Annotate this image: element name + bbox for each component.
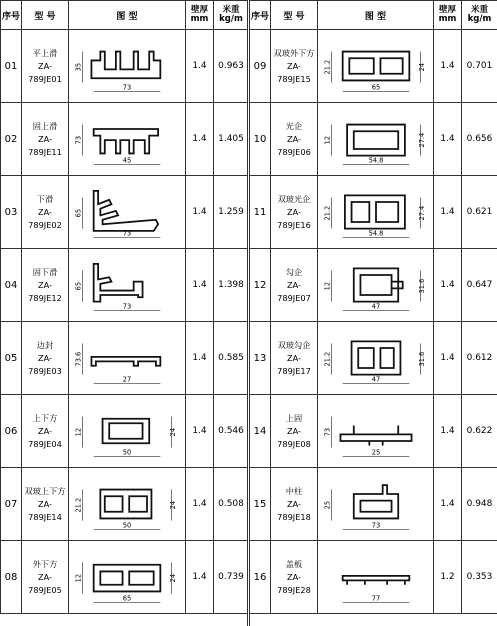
model-code: ZA-789JE06 <box>277 133 311 157</box>
row-drawing <box>318 541 434 614</box>
table-header <box>1 1 249 30</box>
row-drawing <box>69 30 186 103</box>
dim-label-vertical: 12 <box>74 573 83 583</box>
row-weight: 0.585 <box>214 322 249 395</box>
dim-label-horizontal: 54.8 <box>368 229 383 238</box>
table-row <box>250 395 497 468</box>
header-wall-label: 壁厚 <box>438 5 456 15</box>
header-drawing: 图 型 <box>318 1 434 30</box>
table-row <box>1 249 249 322</box>
row-wall-thickness: 1.4 <box>186 103 214 176</box>
header-index: 序号 <box>250 1 271 30</box>
right-table <box>249 0 497 614</box>
profile-outline <box>353 268 402 301</box>
row-index: 13 <box>250 322 271 395</box>
row-drawing <box>318 468 434 541</box>
row-01-profile-drawing <box>71 36 183 96</box>
row-model <box>22 103 69 176</box>
model-code: ZA-789JE17 <box>277 352 311 376</box>
left-table <box>0 0 249 614</box>
row-weight: 0.612 <box>462 322 497 395</box>
row-drawing <box>69 103 186 176</box>
dim-label-horizontal: 77 <box>371 594 380 603</box>
dim-label-vertical-right: 24 <box>168 427 177 437</box>
table-row <box>250 322 497 395</box>
model-name: 外下方 <box>32 558 58 569</box>
row-index: 04 <box>1 249 22 322</box>
model-code: ZA-789JE18 <box>277 498 311 522</box>
dim-label-vertical: 65 <box>74 281 83 291</box>
model-name: 勾企 <box>285 266 303 277</box>
row-weight: 0.701 <box>462 30 497 103</box>
row-model <box>22 468 69 541</box>
model-code: ZA-789JE01 <box>28 60 62 84</box>
table-row <box>250 176 497 249</box>
dim-label-horizontal: 47 <box>371 302 380 311</box>
row-index: 02 <box>1 103 22 176</box>
dim-label-vertical: 21.2 <box>322 59 331 75</box>
row-model <box>22 395 69 468</box>
header-model: 型 号 <box>22 1 69 30</box>
table-row <box>1 30 249 103</box>
row-model <box>22 176 69 249</box>
row-weight: 0.656 <box>462 103 497 176</box>
row-index: 10 <box>250 103 271 176</box>
row-weight: 0.963 <box>214 30 249 103</box>
row-drawing <box>318 395 434 468</box>
dim-label-horizontal: 50 <box>122 448 132 457</box>
table-row <box>1 468 249 541</box>
profile-outline <box>94 191 158 231</box>
dim-label-vertical-right: 24 <box>417 62 426 72</box>
header-drawing: 图 型 <box>69 1 186 30</box>
table-header <box>250 1 497 30</box>
header-wall-unit: mm <box>438 14 457 24</box>
row-wall-thickness: 1.4 <box>186 30 214 103</box>
row-wall-thickness: 1.4 <box>186 468 214 541</box>
row-05-profile-drawing <box>71 328 183 388</box>
row-weight: 1.398 <box>214 249 249 322</box>
row-11-profile-drawing <box>320 182 432 242</box>
model-code: ZA-789JE02 <box>28 206 62 230</box>
row-08-profile-drawing <box>71 547 183 607</box>
row-index: 06 <box>1 395 22 468</box>
profile-outline <box>342 52 409 81</box>
row-13-profile-drawing <box>320 328 432 388</box>
row-wall-thickness: 1.2 <box>434 541 462 614</box>
profile-outline <box>103 419 150 443</box>
model-code: ZA-789JE16 <box>277 206 311 230</box>
row-wall-thickness: 1.4 <box>434 30 462 103</box>
model-name: 平上滑 <box>32 47 58 58</box>
dim-label-horizontal: 45 <box>122 156 132 165</box>
dim-label-vertical: 35 <box>74 62 83 72</box>
dim-label-vertical: 73 <box>322 427 331 437</box>
dim-label-horizontal: 73 <box>122 302 132 311</box>
dim-label-vertical: 25 <box>322 500 331 510</box>
model-name: 光企 <box>285 120 303 131</box>
row-model <box>271 249 318 322</box>
model-name: 固上滑 <box>32 120 58 131</box>
row-wall-thickness: 1.4 <box>186 541 214 614</box>
row-02-profile-drawing <box>71 109 183 169</box>
table-row <box>250 103 497 176</box>
row-drawing <box>69 249 186 322</box>
row-weight: 1.259 <box>214 176 249 249</box>
row-index: 09 <box>250 30 271 103</box>
header-weight <box>462 1 497 30</box>
row-wall-thickness: 1.4 <box>434 322 462 395</box>
row-wall-thickness: 1.4 <box>186 176 214 249</box>
row-14-profile-drawing <box>320 401 432 461</box>
model-name: 下滑 <box>36 193 54 204</box>
row-07-profile-drawing <box>71 474 183 534</box>
header-wall <box>186 1 214 30</box>
header-weight-unit: kg/m <box>219 14 243 24</box>
table-row <box>1 176 249 249</box>
dim-label-horizontal: 25 <box>371 448 380 457</box>
model-name: 双玻勾企 <box>277 339 311 350</box>
row-index: 08 <box>1 541 22 614</box>
row-09-profile-drawing <box>320 36 432 96</box>
model-code: ZA-789JE03 <box>28 352 62 376</box>
dim-label-vertical-right: 24 <box>168 500 177 510</box>
model-code: ZA-789JE14 <box>28 498 62 522</box>
row-weight: 0.948 <box>462 468 497 541</box>
row-model <box>271 176 318 249</box>
dim-label-vertical-right: 27.4 <box>417 132 426 148</box>
row-wall-thickness: 1.4 <box>434 395 462 468</box>
row-drawing <box>69 322 186 395</box>
dim-label-horizontal: 73 <box>122 83 132 92</box>
model-name: 双玻上下方 <box>24 485 66 496</box>
dim-label-vertical: 12 <box>74 427 83 437</box>
row-03-profile-drawing <box>71 182 183 242</box>
dim-label-horizontal: 27 <box>122 375 132 384</box>
table-row <box>1 103 249 176</box>
model-name: 固下滑 <box>32 266 58 277</box>
row-model <box>22 541 69 614</box>
row-model <box>22 322 69 395</box>
row-model <box>271 322 318 395</box>
header-wall-label: 壁厚 <box>190 5 208 15</box>
header-weight-unit: kg/m <box>467 14 492 24</box>
profile-outline <box>351 341 400 374</box>
row-10-profile-drawing <box>320 109 432 169</box>
model-code: ZA-789JE05 <box>28 571 62 595</box>
row-wall-thickness: 1.4 <box>186 395 214 468</box>
model-code: ZA-789JE15 <box>277 60 311 84</box>
row-wall-thickness: 1.4 <box>434 176 462 249</box>
row-weight: 0.508 <box>214 468 249 541</box>
left-table-body <box>1 30 249 614</box>
header-weight-label: 米重 <box>470 5 488 15</box>
row-index: 16 <box>250 541 271 614</box>
row-model <box>271 30 318 103</box>
table-row <box>250 468 497 541</box>
model-code: ZA-789JE12 <box>28 279 62 303</box>
model-name: 边封 <box>36 339 54 350</box>
header-weight <box>214 1 249 30</box>
dim-label-horizontal: 47 <box>371 375 380 384</box>
row-15-profile-drawing <box>320 474 432 534</box>
row-model <box>271 541 318 614</box>
dim-label-vertical: 65 <box>74 208 83 218</box>
row-weight: 0.353 <box>462 541 497 614</box>
row-04-profile-drawing <box>71 255 183 315</box>
table-row <box>1 541 249 614</box>
row-index: 11 <box>250 176 271 249</box>
row-weight: 1.405 <box>214 103 249 176</box>
row-wall-thickness: 1.4 <box>186 322 214 395</box>
row-wall-thickness: 1.4 <box>434 249 462 322</box>
row-drawing <box>318 103 434 176</box>
row-drawing <box>69 176 186 249</box>
row-drawing <box>318 176 434 249</box>
row-weight: 0.647 <box>462 249 497 322</box>
model-name: 双玻光企 <box>277 193 311 204</box>
row-index: 01 <box>1 30 22 103</box>
dim-label-vertical: 21.2 <box>322 351 331 367</box>
table-row <box>1 395 249 468</box>
dim-label-horizontal: 65 <box>122 594 132 603</box>
row-weight: 0.622 <box>462 395 497 468</box>
table-row <box>250 249 497 322</box>
profile-outline <box>344 195 404 228</box>
row-model <box>271 103 318 176</box>
row-drawing <box>318 322 434 395</box>
model-name: 盖板 <box>285 558 303 569</box>
model-code: ZA-789JE28 <box>277 571 311 595</box>
row-drawing <box>318 249 434 322</box>
row-wall-thickness: 1.4 <box>434 468 462 541</box>
row-drawing <box>69 395 186 468</box>
profile-outline <box>100 490 151 519</box>
dim-label-vertical-right: 27.4 <box>417 205 426 221</box>
row-model <box>271 395 318 468</box>
profile-outline <box>91 52 160 79</box>
model-name: 上下方 <box>32 412 58 423</box>
model-code: ZA-789JE04 <box>28 425 62 449</box>
header-weight-label: 米重 <box>222 5 240 15</box>
model-name: 上固 <box>285 412 303 423</box>
profile-outline <box>91 357 160 366</box>
row-index: 05 <box>1 322 22 395</box>
dim-label-vertical: 73 <box>74 135 83 145</box>
profile-outline <box>353 485 397 518</box>
profile-outline <box>94 264 143 302</box>
right-table-body <box>250 30 497 614</box>
dim-label-horizontal: 65 <box>371 83 380 92</box>
dim-label-vertical: 73.6 <box>74 351 83 367</box>
model-code: ZA-789JE11 <box>28 133 62 157</box>
table-row <box>1 322 249 395</box>
dim-label-vertical: 21.2 <box>74 497 83 513</box>
row-weight: 0.739 <box>214 541 249 614</box>
model-name: 中柱 <box>285 485 303 496</box>
dim-label-vertical-right: 31.6 <box>417 278 426 294</box>
row-drawing <box>318 30 434 103</box>
dim-label-vertical-right: 31.6 <box>417 351 426 367</box>
dim-label-vertical: 21.2 <box>322 205 331 221</box>
dim-label-horizontal: 54.8 <box>368 156 383 165</box>
row-12-profile-drawing <box>320 255 432 315</box>
header-wall-unit: mm <box>190 14 209 24</box>
profile-outline <box>340 425 411 445</box>
row-index: 15 <box>250 468 271 541</box>
row-06-profile-drawing <box>71 401 183 461</box>
model-code: ZA-789JE07 <box>277 279 311 303</box>
row-wall-thickness: 1.4 <box>186 249 214 322</box>
profile-outline <box>347 125 405 156</box>
row-wall-thickness: 1.4 <box>434 103 462 176</box>
row-index: 07 <box>1 468 22 541</box>
dim-label-vertical: 12 <box>322 281 331 291</box>
dim-label-horizontal: 73 <box>371 521 380 530</box>
profile-outline <box>94 129 158 153</box>
row-index: 03 <box>1 176 22 249</box>
model-name: 双玻外下方 <box>273 47 315 58</box>
table-row <box>250 541 497 614</box>
row-weight: 0.621 <box>462 176 497 249</box>
dim-label-vertical: 12 <box>322 135 331 145</box>
model-code: ZA-789JE08 <box>277 425 311 449</box>
row-index: 12 <box>250 249 271 322</box>
row-model <box>22 249 69 322</box>
row-model <box>22 30 69 103</box>
dim-label-vertical-right: 24 <box>168 573 177 583</box>
row-16-profile-drawing <box>320 547 432 607</box>
row-drawing <box>69 468 186 541</box>
row-drawing <box>69 541 186 614</box>
row-weight: 0.546 <box>214 395 249 468</box>
header-wall <box>434 1 462 30</box>
profile-outline <box>94 565 161 592</box>
table-row <box>250 30 497 103</box>
row-index: 14 <box>250 395 271 468</box>
profile-outline <box>342 576 409 585</box>
header-model: 型 号 <box>271 1 318 30</box>
dim-label-horizontal: 73 <box>122 229 132 238</box>
row-model <box>271 468 318 541</box>
header-index: 序号 <box>1 1 22 30</box>
dim-label-horizontal: 50 <box>122 521 132 530</box>
